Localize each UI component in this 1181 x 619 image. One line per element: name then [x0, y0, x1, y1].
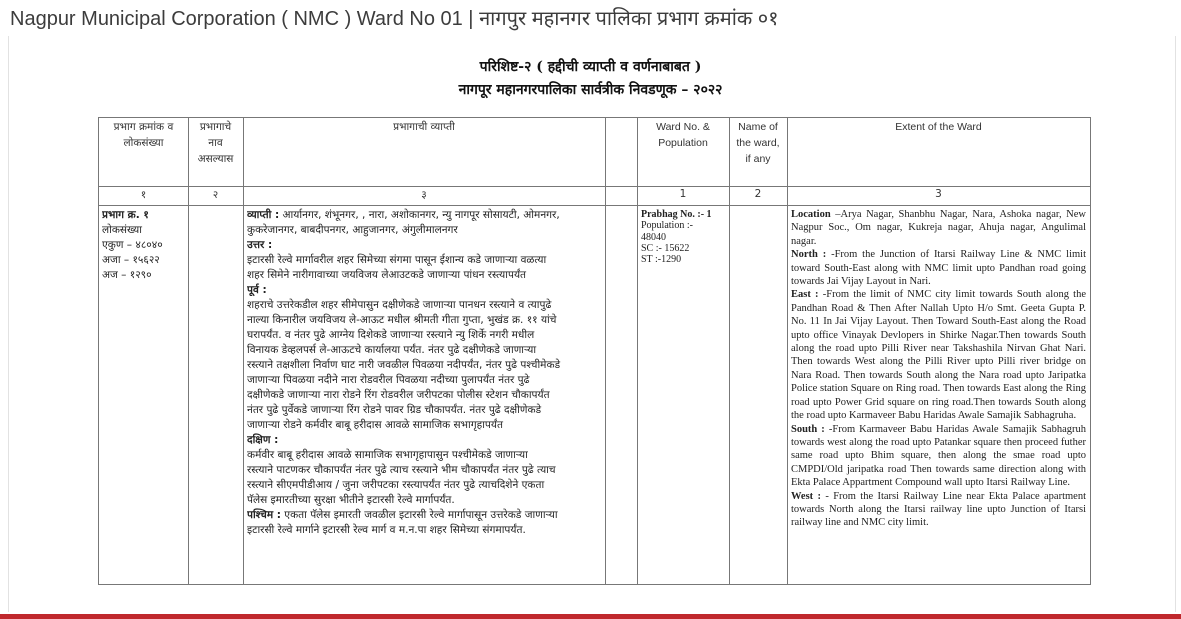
column-number: 2: [754, 188, 762, 200]
header-en-extent: Extent of the Ward: [895, 121, 982, 133]
table-divider: [99, 205, 1090, 206]
header-en-ward-name: Name of the ward, if any: [736, 121, 780, 165]
bottom-accent-bar: [0, 614, 1181, 619]
column-number: २: [212, 189, 219, 201]
header-mr-ward-population: प्रभाग क्रमांक व लोकसंख्या: [113, 121, 174, 149]
appendix-heading: परिशिष्ट-२ ( हद्दीची व्याप्ती व वर्णनाबाबत ): [479, 59, 702, 75]
column-number: 1: [679, 188, 687, 200]
header-mr-ward-name: प्रभागाचे नाव असल्यास: [197, 121, 234, 165]
table-divider: [605, 118, 606, 584]
en-ward-info: Prabhag No. :- 1 Population :- 48040 SC :- 15622 ST :-1290: [641, 209, 712, 266]
column-number: 3: [935, 188, 942, 200]
header-mr-extent: प्रभागाची व्याप्ती: [393, 121, 455, 133]
column-number: ३: [421, 189, 427, 201]
page-title: Nagpur Municipal Corporation ( NMC ) Ward No 01 | नागपुर महानगर पालिका प्रभाग क्रमांक ०१: [10, 8, 779, 30]
mr-ward-info: प्रभाग क्र. १ लोकसंख्या एकुण – ४८०४० अजा – १५६२२ अज – १२९०: [102, 209, 163, 281]
table-divider: [99, 186, 1090, 187]
ward-table: [98, 117, 1091, 585]
en-extent-description: Location –Arya Nagar, Shanbhu Nagar, Nara, Ashoka nagar, New Nagpur Soc., Om nagar, Kukreja nagar, Ahuja nagar, Angulimal nagar. North : -From the Junction of Itarsi Railway Line & NMC limit toward South-East along with NMC limit upto Pandhan road going towards Jai Vijay Layout in Nari. East : -From the limit of NMC city limit towards South along the Pandhan Road & Then After Nallah Upto H/o Smt. Geeta Gupta P. No. 11 In Jai Vijay Layout. Then Toward South-East along the Road upto office Vinayak Devlopers in Shirke Nagar.Then towards South along the road upto Pilli River near Takshashila Nirvan Ghat Nari. Then towards West along the Pilli River upto Pilli river bridge on Nara Road. Then towards South along the Nara road upto Jaripatka Police station Square on Ring road. Then towards East along the Ring road upto Power Grid square on ring road.Then towards South along the road upto Karmaveer Babu Haridas Awale Samajik Sabhagruha. South : -From Karmaveer Babu Haridas Awale Samajik Sabhagruh towards west along the road upto Patankar square then proceed futher same road upto Bhim square, then along the smae road upto CMPDI/Old jaripatka road Then towards same direction along with Ekta Palace Appartment Compound wall upto Itarsi Railway Line. West : - From the Itarsi Railway Line near Ekta Palace apartment towards North along the Itarsi railway line upto Junction of Itarsi railway line and NMC city limit.: [791, 209, 1086, 529]
column-number: १: [140, 189, 147, 201]
mr-extent-description: व्याप्ती : आर्यानगर, शंभूनगर, , नारा, अशोकानगर, न्यु नागपूर सोसायटी, ओमनगर, कुकरेजानगर, बाबदीपनगर, आहुजानगर, अंगुलीमालनगर उत्तर : इटारसी रेल्वे मार्गावरील शहर सिमेच्या संगमा पासून ईशान्य कडे जाणाऱ्या वळत्या शहर सिमेने नारीगावाच्या जयविजय लेआउटकडे जाणाऱ्या पांधन रस्त्यापर्यंत पूर्व : शहराचे उत्तरेकडील शहर सीमेपासुन दक्षीणेकडे जाणाऱ्या पानधन रस्त्याने व त्यापुढे नाल्या किनारील जयविजय ले-आऊट मधील श्रीमती गीता गुप्ता, भुखंड क्र. ११ यांचे घरापर्यंत. व नंतर पुढे आग्नेय दिशेकडे जाणाऱ्या रस्त्याने न्यु शिर्के नगरी मधील विनायक डेव्हलपर्स ले-आऊटचे कार्यालया पर्यंत. नंतर पुढे दक्षीणेकडे जाणाऱ्या रस्त्याने तक्षशीला निर्वाण घाट नारी जवळील पिवळया नदीपर्यंत, नंतर पुढे पश्चीमेकडे जाणाऱ्या पिवळया नदीने नारा रोडवरील पिवळया नदीच्या पुलापर्यंत नंतर पुढे दक्षीणेकडे जाणाऱ्या नारा रोडने रिंग रोडवरील जरीपटका पोलीस स्टेशन चौकापर्यंत नंतर पुढे पुर्वेकडे जाणाऱ्या रिंग रोडने पावर ग्रिड चौकापर्यंत. नंतर पुढे दक्षीणेकडे जाणाऱ्या रोडने कर्मवीर बाबू हरीदास आवळे सामाजिक सभागृहापर्यंत दक्षिण : कर्मवीर बाबू हरीदास आवळे सामाजिक सभागृहापासुन पश्चीमेकडे जाणाऱ्या रस्त्याने पाटणकर चौकापर्यंत नंतर पुढे त्याच रस्त्याने भीम चौकापर्यंत नंतर पुढे त्याच रस्त्याने सीएमपीडीआय / जुना जरीपटका रस्त्यापर्यंत नंतर पुढे त्याचदिशेने एकता पॅलेस इमारतीच्या सुरक्षा भीतीने इटारसी रेल्वे मार्गापर्यंत. पश्चिम : एकता पॅलेस इमारती जवळील इटारसी रेल्वे मार्गापासून उत्तरेकडे जाणाऱ्या इटारसी रेल्वे मार्गाने इटारसी रेल्व मार्ग व म.न.पा शहर सिमेच्या संगमापर्यंत.: [247, 209, 561, 536]
election-heading: नागपूर महानगरपालिका सार्वत्रीक निवडणूक – २०२२: [458, 82, 723, 98]
header-en-ward-population: Ward No. & Population: [656, 121, 710, 149]
